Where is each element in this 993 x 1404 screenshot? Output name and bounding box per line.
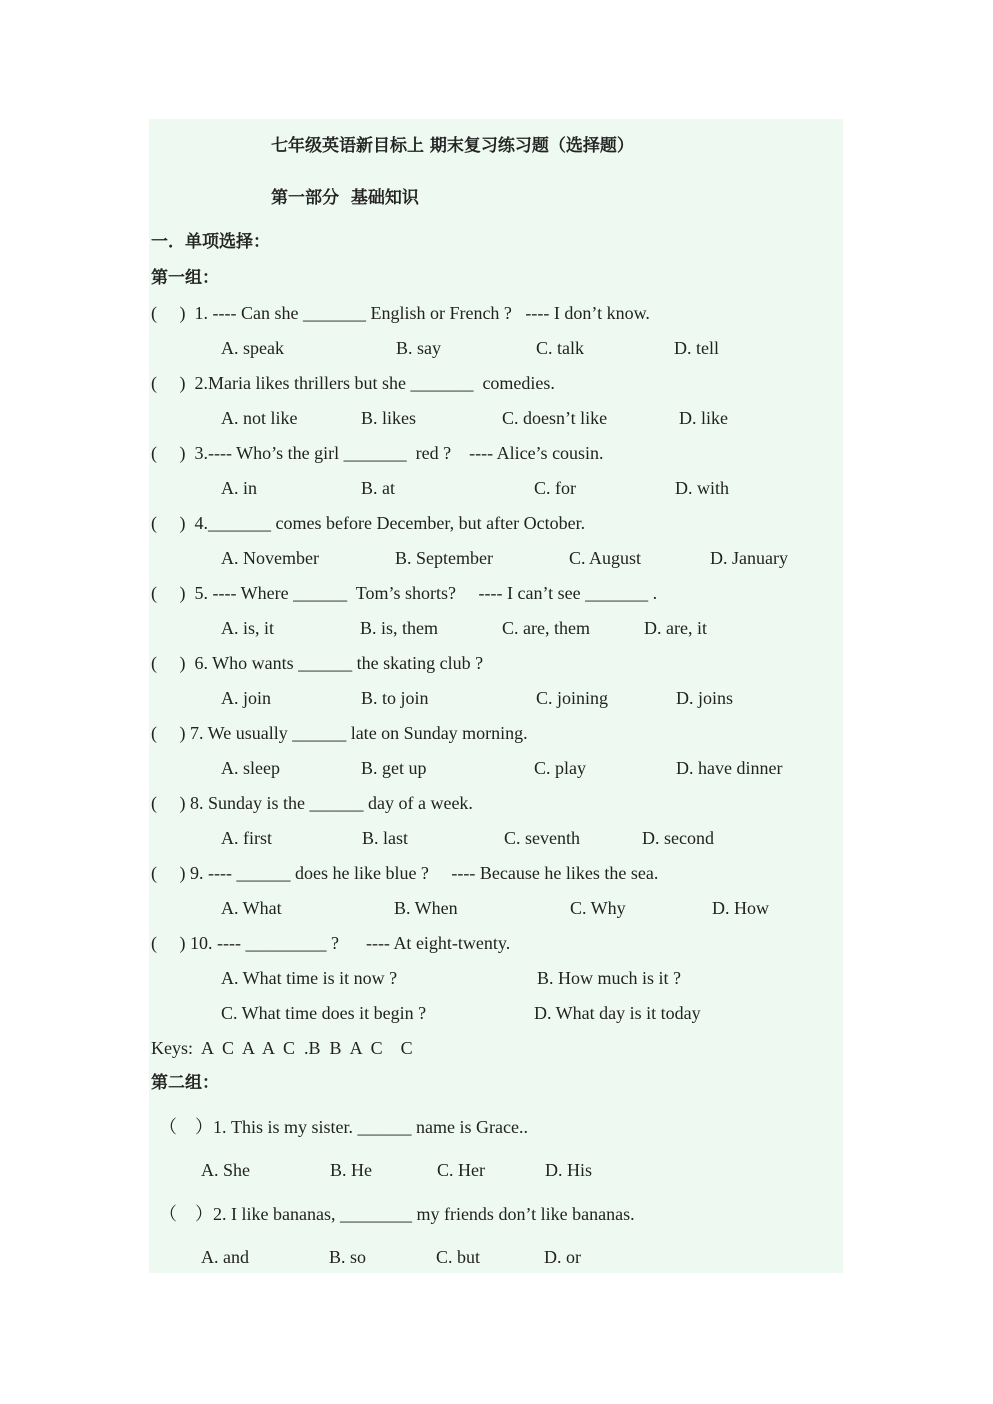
option-c: C. August <box>569 548 642 568</box>
option-c: C. doesn’t like <box>502 408 608 428</box>
option-a: A. She <box>201 1160 250 1180</box>
option-d: D. have dinner <box>676 758 783 778</box>
option-b: B. How much is it ? <box>537 968 681 988</box>
option-d: D. How <box>712 898 769 918</box>
question-stem: ( ) 1. ---- Can she _______ English or French ? ---- I don’t know. <box>151 303 650 323</box>
option-b: B. September <box>395 548 493 568</box>
option-c: C. seventh <box>504 828 580 848</box>
option-b: B. When <box>394 898 458 918</box>
option-b: B. at <box>361 478 395 498</box>
group1-label: 第一组： <box>151 268 219 288</box>
option-a: A. speak <box>221 338 284 358</box>
option-d: D. second <box>642 828 714 848</box>
option-b: B. He <box>330 1160 372 1180</box>
question-stem: ( ) 4._______ comes before December, but after October. <box>151 513 586 533</box>
option-c: C. for <box>534 478 576 498</box>
question-stem: ( ) 9. ---- ______ does he like blue ? ---- Because he likes the sea. <box>151 863 659 883</box>
option-b: B. is, them <box>360 618 439 638</box>
option-d: D. or <box>544 1247 581 1267</box>
question-stem: ( ) 7. We usually ______ late on Sunday morning. <box>151 723 528 743</box>
question-stem: ( ) 3.---- Who’s the girl _______ red ? ---- Alice’s cousin. <box>151 443 604 463</box>
question-stem: （ ）2. I like bananas, ________ my friends don’t like bananas. <box>159 1204 635 1224</box>
option-a: A. in <box>221 478 257 498</box>
document-title: 七年级英语新目标上 期末复习练习题（选择题） <box>271 136 634 156</box>
option-c: C. are, them <box>502 618 590 638</box>
question-stem: ( ) 8. Sunday is the ______ day of a week. <box>151 793 473 813</box>
option-c: C. What time does it begin ? <box>221 1003 427 1023</box>
option-c: C. talk <box>536 338 584 358</box>
question-stem: ( ) 6. Who wants ______ the skating club ? <box>151 653 484 673</box>
option-c: C. joining <box>536 688 609 708</box>
option-d: D. joins <box>676 688 734 708</box>
option-b: B. say <box>396 338 441 358</box>
section-heading: 一．单项选择： <box>151 232 270 252</box>
question-stem: ( ) 10. ---- _________ ? ---- At eight-twenty. <box>151 933 511 953</box>
option-b: B. likes <box>361 408 417 428</box>
question-stem: （ ）1. This is my sister. ______ name is Grace.. <box>159 1117 528 1137</box>
answer-keys: Keys: A C A A C .B B A C C <box>151 1038 413 1058</box>
option-d: D. What day is it today <box>534 1003 701 1023</box>
option-a: A. and <box>201 1247 249 1267</box>
question-stem: ( ) 5. ---- Where ______ Tom’s shorts? ---- I can’t see _______ . <box>151 583 658 603</box>
option-b: B. so <box>329 1247 367 1267</box>
option-a: A. not like <box>221 408 298 428</box>
option-c: C. play <box>534 758 586 778</box>
option-b: B. to join <box>361 688 429 708</box>
option-a: A. What <box>221 898 282 918</box>
option-d: D. are, it <box>644 618 707 638</box>
part-heading: 第一部分 基础知识 <box>271 188 419 208</box>
question-stem: ( ) 2.Maria likes thrillers but she _______ comedies. <box>151 373 555 393</box>
option-d: D. with <box>675 478 729 498</box>
option-a: A. What time is it now ? <box>221 968 398 988</box>
option-a: A. November <box>221 548 319 568</box>
option-b: B. get up <box>361 758 427 778</box>
option-a: A. sleep <box>221 758 280 778</box>
option-a: A. is, it <box>221 618 275 638</box>
option-d: D. His <box>545 1160 593 1180</box>
option-d: D. like <box>679 408 728 428</box>
option-c: C. but <box>436 1247 481 1267</box>
group2-label: 第二组： <box>151 1073 219 1093</box>
option-d: D. tell <box>674 338 719 358</box>
option-c: C. Why <box>570 898 626 918</box>
option-d: D. January <box>710 548 788 568</box>
option-a: A. first <box>221 828 272 848</box>
option-a: A. join <box>221 688 272 708</box>
option-b: B. last <box>362 828 409 848</box>
option-c: C. Her <box>437 1160 485 1180</box>
